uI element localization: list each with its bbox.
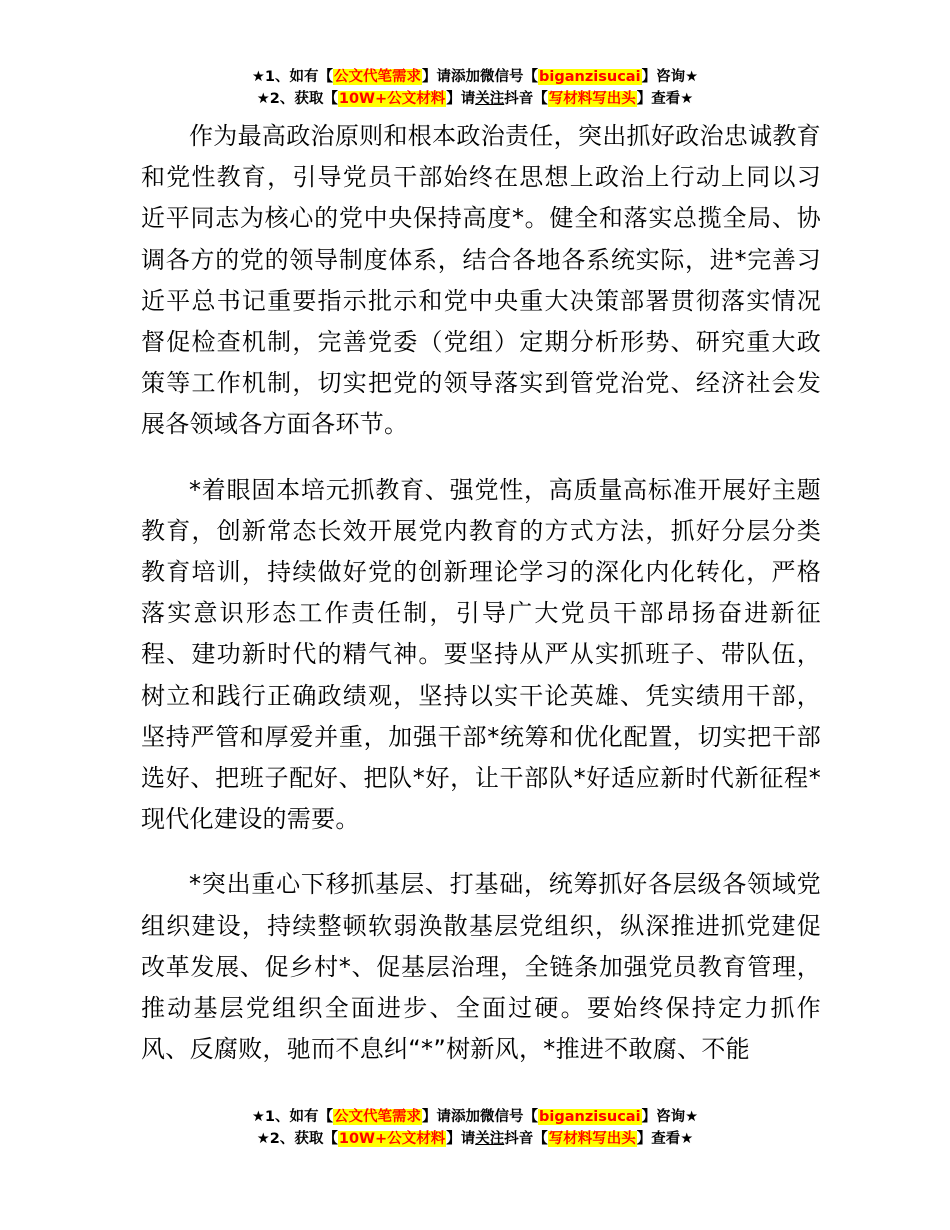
highlight-text: 10W+公文材料 bbox=[338, 1131, 446, 1147]
highlight-text: 公文代笔需求 bbox=[334, 69, 422, 85]
banner-text: 】请 bbox=[446, 1131, 476, 1147]
banner-text: ★1、如有【 bbox=[251, 69, 334, 85]
highlight-text: 10W+公文材料 bbox=[338, 91, 446, 107]
banner-text: ★2、获取【 bbox=[256, 91, 338, 107]
banner-line-2 bbox=[0, 88, 950, 110]
banner-text: 】咨询★ bbox=[641, 1109, 699, 1125]
banner-line-1 bbox=[0, 1106, 950, 1128]
douyin-account: 写材料写出头 bbox=[548, 91, 636, 107]
paragraph: *着眼固本培元抓教育、强党性，高质量高标准开展好主题教育，创新常态长效开展党内教育的方式方法，抓好分层分类教育培训，持续做好党的创新理论学习的深化内化转化，严格落实意识形态工作责任制，引导广大党员干部昂扬奋进新征程、建功新时代的精气神。要坚持从严从实抓班子、带队伍，树立和践行正确政绩观，坚持以实干论英雄、凭实绩用干部，坚持严管和厚爱并重，加强干部*统筹和优化配置，切实把干部选好、把班子配好、把队*好，让干部队*好适应新时代新征程*现代化建设的需要。 bbox=[141, 475, 821, 834]
banner-text: ★2、获取【 bbox=[256, 1131, 338, 1147]
header-banner bbox=[0, 66, 950, 110]
banner-text: 】查看★ bbox=[636, 91, 694, 107]
banner-text: 抖音【 bbox=[504, 91, 548, 107]
document-body bbox=[141, 116, 821, 1070]
wechat-id: biganzisucai bbox=[539, 1109, 641, 1125]
banner-text: 】咨询★ bbox=[641, 69, 699, 85]
douyin-account: 写材料写出头 bbox=[548, 1131, 636, 1147]
wechat-id: biganzisucai bbox=[539, 69, 641, 85]
banner-line-2 bbox=[0, 1128, 950, 1150]
banner-line-1 bbox=[0, 66, 950, 88]
banner-text: 】查看★ bbox=[636, 1131, 694, 1147]
paragraph: 作为最高政治原则和根本政治责任，突出抓好政治忠诚教育和党性教育，引导党员干部始终在思想上政治上行动上同以习近平同志为核心的党中央保持高度*。健全和落实总揽全局、协调各方的党的领导制度体系，结合各地各系统实际，进*完善习近平总书记重要指示批示和党中央重大决策部署贯彻落实情况督促检查机制，完善党委（党组）定期分析形势、研究重大政策等工作机制，切实把党的领导落实到管党治党、经济社会发展各领域各方面各环节。 bbox=[141, 122, 821, 439]
underlined-text: 关注 bbox=[475, 91, 505, 107]
banner-text: 】请 bbox=[446, 91, 476, 107]
banner-text: 抖音【 bbox=[504, 1131, 548, 1147]
highlight-text: 公文代笔需求 bbox=[334, 1109, 422, 1125]
banner-text: 】请添加微信号【 bbox=[422, 1109, 539, 1125]
banner-text: ★1、如有【 bbox=[251, 1109, 334, 1125]
paragraph: *突出重心下移抓基层、打基础，统筹抓好各层级各领域党组织建设，持续整顿软弱涣散基层党组织，纵深推进抓党建促改革发展、促乡村*、促基层治理，全链条加强党员教育管理，推动基层党组织全面进步、全面过硬。要始终保持定力抓作风、反腐败，驰而不息纠“*”树新风，*推进不敢腐、不能 bbox=[141, 870, 821, 1064]
banner-text: 】请添加微信号【 bbox=[422, 69, 539, 85]
underlined-text: 关注 bbox=[475, 1131, 505, 1147]
footer-banner bbox=[0, 1106, 950, 1150]
